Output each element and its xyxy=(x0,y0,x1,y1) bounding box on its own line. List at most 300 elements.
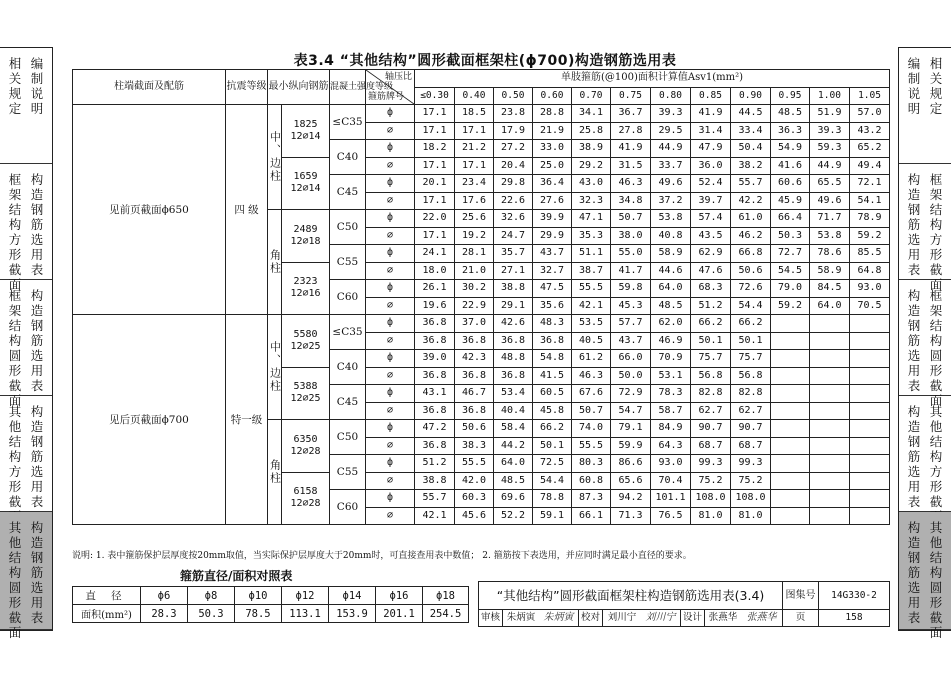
atlas-number: 14G330-2 xyxy=(819,582,889,610)
value-cell: 29.5 xyxy=(651,122,691,140)
value-cell: 38.0 xyxy=(611,227,651,245)
value-cell: 36.8 xyxy=(455,367,494,385)
rebar-bars: 12⌀25 xyxy=(290,340,321,352)
value-cell: 36.8 xyxy=(533,332,572,350)
value-cell: 50.4 xyxy=(731,140,771,158)
header-concrete: 混凝土强度等级 xyxy=(330,70,366,105)
value-cell: 49.6 xyxy=(651,175,691,193)
header-grade: 抗震等级 xyxy=(226,70,268,105)
rebar-bars: 12⌀28 xyxy=(290,498,321,510)
value-cell: 40.4 xyxy=(494,402,533,420)
value-cell: 38.3 xyxy=(455,437,494,455)
value-cell: 75.2 xyxy=(691,472,731,490)
diameter-cell: ϕ16 xyxy=(376,587,423,605)
right-tab-5-line2: 其他结构圆形截面 xyxy=(929,520,943,640)
value-cell: 55.7 xyxy=(731,175,771,193)
value-cell: 24.7 xyxy=(494,227,533,245)
value-cell: 35.6 xyxy=(533,297,572,315)
left-tab-5[interactable] xyxy=(0,512,52,640)
grade-cell: 特一级 xyxy=(226,315,268,525)
value-cell: 42.6 xyxy=(494,315,533,333)
value-cell: 85.5 xyxy=(850,245,890,263)
value-cell: 46.7 xyxy=(455,385,494,403)
value-cell: 36.0 xyxy=(691,157,731,175)
right-tab-2-line2: 框架结构方形截面 xyxy=(929,172,943,292)
value-cell: 58.4 xyxy=(494,420,533,438)
value-cell: 22.0 xyxy=(415,210,455,228)
ratio-header: 0.90 xyxy=(731,87,771,105)
value-cell xyxy=(850,420,890,438)
left-tab-2[interactable] xyxy=(0,164,52,292)
value-cell: 37.0 xyxy=(455,315,494,333)
value-cell: 29.1 xyxy=(494,297,533,315)
value-cell: 72.1 xyxy=(850,175,890,193)
title-block xyxy=(478,581,890,627)
stirrup-type-cell: ф xyxy=(366,315,415,333)
rebar-bars: 12⌀14 xyxy=(290,183,321,195)
stirrup-type-cell: ф xyxy=(366,490,415,508)
rebar-bars: 12⌀14 xyxy=(290,130,321,142)
value-cell xyxy=(771,455,810,473)
value-cell xyxy=(850,332,890,350)
stirrup-type-cell: ⌀ xyxy=(366,472,415,490)
value-cell: 54.7 xyxy=(611,402,651,420)
stirrup-type-cell: ф xyxy=(366,280,415,298)
value-cell: 68.7 xyxy=(731,437,771,455)
right-tab-3[interactable] xyxy=(899,280,951,408)
area-cell: 28.3 xyxy=(141,605,188,623)
position-label: 中、边柱 xyxy=(268,341,282,393)
stirrup-type-cell: ⌀ xyxy=(366,227,415,245)
area-label: 面积(mm²) xyxy=(73,605,141,623)
value-cell: 38.8 xyxy=(415,472,455,490)
value-cell: 36.8 xyxy=(494,367,533,385)
value-cell: 46.3 xyxy=(611,175,651,193)
value-cell: 17.1 xyxy=(455,122,494,140)
right-tab-5-line1: 构造钢筋选用表 xyxy=(907,520,921,625)
right-tab-4-line1: 构造钢筋选用表 xyxy=(907,404,921,509)
value-cell: 39.9 xyxy=(533,210,572,228)
value-cell xyxy=(810,402,850,420)
value-cell xyxy=(810,455,850,473)
value-cell: 69.6 xyxy=(494,490,533,508)
value-cell: 37.2 xyxy=(651,192,691,210)
header-ratio-stirrup xyxy=(366,70,415,105)
value-cell: 64.3 xyxy=(651,437,691,455)
value-cell: 17.1 xyxy=(415,157,455,175)
value-cell: 61.2 xyxy=(572,350,611,368)
value-cell xyxy=(810,420,850,438)
value-cell: 56.8 xyxy=(731,367,771,385)
ratio-header: 0.95 xyxy=(771,87,810,105)
header-ratio: 轴压比 xyxy=(384,72,412,82)
signature-row xyxy=(479,610,889,626)
value-cell xyxy=(771,315,810,333)
left-tab-1[interactable] xyxy=(0,48,52,164)
value-cell: 82.8 xyxy=(731,385,771,403)
value-cell: 27.8 xyxy=(611,122,651,140)
value-cell: 66.2 xyxy=(691,315,731,333)
value-cell: 36.8 xyxy=(455,402,494,420)
value-cell: 44.6 xyxy=(651,262,691,280)
table-row xyxy=(73,105,890,123)
rebar-area: 6158 xyxy=(293,486,318,498)
value-cell xyxy=(850,385,890,403)
diameter-cell: ϕ6 xyxy=(141,587,188,605)
ratio-header: 0.50 xyxy=(494,87,533,105)
stirrup-type-cell: ф xyxy=(366,455,415,473)
value-cell: 80.3 xyxy=(572,455,611,473)
right-tab-strip xyxy=(898,47,951,640)
value-cell xyxy=(850,472,890,490)
value-cell: 62.7 xyxy=(691,402,731,420)
concrete-cell: C50 xyxy=(330,210,366,245)
rebar-bars: 12⌀18 xyxy=(290,235,321,247)
value-cell: 28.1 xyxy=(455,245,494,263)
checker-name: 刘川宁 xyxy=(607,612,637,623)
checker-signature: 刘川宁 xyxy=(641,610,681,626)
value-cell: 41.6 xyxy=(771,157,810,175)
value-cell xyxy=(850,437,890,455)
value-cell: 57.0 xyxy=(850,105,890,123)
rebar-area: 2323 xyxy=(293,276,318,288)
value-cell: 54.5 xyxy=(771,262,810,280)
value-cell: 39.3 xyxy=(651,105,691,123)
value-cell: 54.9 xyxy=(771,140,810,158)
diameter-cell: ϕ12 xyxy=(282,587,329,605)
atlas-label: 图集号 xyxy=(783,582,819,610)
diameter-cell: ϕ8 xyxy=(188,587,235,605)
value-cell: 47.9 xyxy=(691,140,731,158)
ratio-header: 0.60 xyxy=(533,87,572,105)
notes: 说明: 1. 表中箍筋保护层厚度按20mm取值，当实际保护层厚度大于20mm时，可直接查用表中数值； 2. 箍筋按下表选用，并应同时满足最小直径的要求。 xyxy=(72,551,692,561)
value-cell xyxy=(771,437,810,455)
value-cell: 41.9 xyxy=(611,140,651,158)
value-cell: 58.9 xyxy=(651,245,691,263)
value-cell: 52.4 xyxy=(691,175,731,193)
value-cell: 67.6 xyxy=(572,385,611,403)
value-cell: 71.7 xyxy=(810,210,850,228)
stirrup-type-cell: ⌀ xyxy=(366,402,415,420)
value-cell: 23.4 xyxy=(455,175,494,193)
value-cell: 76.5 xyxy=(651,507,691,525)
value-cell: 39.7 xyxy=(691,192,731,210)
value-cell: 79.0 xyxy=(771,280,810,298)
value-cell: 43.2 xyxy=(850,122,890,140)
rebar-selection-table xyxy=(72,69,890,525)
value-cell: 74.0 xyxy=(572,420,611,438)
value-cell: 66.4 xyxy=(771,210,810,228)
header-stirrup-value: 单肢箍筋(@100)面积计算值Asv1(mm²) xyxy=(415,70,890,88)
value-cell: 41.9 xyxy=(691,105,731,123)
value-cell: 42.2 xyxy=(731,192,771,210)
value-cell xyxy=(771,402,810,420)
value-cell: 36.8 xyxy=(455,332,494,350)
left-tab-4-line1: 其他结构方形截 xyxy=(8,404,22,509)
left-tab-3-line1: 框架结构圆形截面 xyxy=(8,288,22,408)
value-cell: 38.7 xyxy=(572,262,611,280)
header-section: 柱端截面及配筋 xyxy=(73,70,226,105)
value-cell: 78.8 xyxy=(533,490,572,508)
value-cell: 64.8 xyxy=(850,262,890,280)
min-rebar-cell xyxy=(282,262,330,315)
value-cell: 32.3 xyxy=(572,192,611,210)
right-tab-1-line2: 相关规定 xyxy=(929,56,943,116)
value-cell: 45.3 xyxy=(611,297,651,315)
value-cell: 22.6 xyxy=(494,192,533,210)
rebar-area: 6350 xyxy=(293,433,318,445)
value-cell: 75.2 xyxy=(731,472,771,490)
value-cell: 43.0 xyxy=(572,175,611,193)
right-tab-1[interactable] xyxy=(899,48,951,164)
value-cell: 65.6 xyxy=(611,472,651,490)
value-cell: 41.7 xyxy=(611,262,651,280)
value-cell: 35.7 xyxy=(494,245,533,263)
value-cell: 108.0 xyxy=(691,490,731,508)
value-cell: 94.2 xyxy=(611,490,651,508)
left-tab-5-line2: 构造钢筋选用表 xyxy=(30,520,44,625)
value-cell: 72.9 xyxy=(611,385,651,403)
value-cell: 68.3 xyxy=(691,280,731,298)
value-cell: 43.1 xyxy=(415,385,455,403)
value-cell: 90.7 xyxy=(691,420,731,438)
min-rebar-cell xyxy=(282,157,330,210)
value-cell: 53.4 xyxy=(494,385,533,403)
value-cell: 99.3 xyxy=(691,455,731,473)
value-cell: 75.7 xyxy=(731,350,771,368)
position-cell xyxy=(268,420,282,525)
rebar-bars: 12⌀25 xyxy=(290,393,321,405)
value-cell xyxy=(771,420,810,438)
ratio-header: 1.05 xyxy=(850,87,890,105)
value-cell: 32.7 xyxy=(533,262,572,280)
value-cell xyxy=(810,507,850,525)
value-cell: 17.1 xyxy=(455,157,494,175)
value-cell: 70.9 xyxy=(651,350,691,368)
diameter-label: 直 径 xyxy=(73,587,141,605)
concrete-cell: ≤C35 xyxy=(330,105,366,140)
page-label: 页 xyxy=(783,610,819,626)
value-cell: 86.6 xyxy=(611,455,651,473)
ratio-header: 0.75 xyxy=(611,87,651,105)
value-cell: 81.0 xyxy=(731,507,771,525)
value-cell: 36.8 xyxy=(494,332,533,350)
value-cell: 93.0 xyxy=(850,280,890,298)
value-cell: 84.9 xyxy=(651,420,691,438)
value-cell: 51.9 xyxy=(810,105,850,123)
value-cell: 34.8 xyxy=(611,192,651,210)
value-cell xyxy=(771,385,810,403)
value-cell: 64.0 xyxy=(651,280,691,298)
value-cell: 43.5 xyxy=(691,227,731,245)
value-cell: 64.0 xyxy=(810,297,850,315)
right-tab-5[interactable] xyxy=(899,512,951,640)
value-cell: 18.2 xyxy=(415,140,455,158)
value-cell: 36.8 xyxy=(415,367,455,385)
value-cell: 72.6 xyxy=(731,280,771,298)
value-cell: 33.0 xyxy=(533,140,572,158)
value-cell xyxy=(850,315,890,333)
value-cell: 21.2 xyxy=(455,140,494,158)
value-cell: 47.5 xyxy=(533,280,572,298)
value-cell: 65.2 xyxy=(850,140,890,158)
value-cell: 51.2 xyxy=(691,297,731,315)
value-cell: 32.6 xyxy=(494,210,533,228)
value-cell: 35.3 xyxy=(572,227,611,245)
value-cell xyxy=(850,402,890,420)
stirrup-type-cell: ф xyxy=(366,245,415,263)
value-cell: 47.2 xyxy=(415,420,455,438)
designer-name: 张燕华 xyxy=(708,612,738,623)
value-cell: 49.6 xyxy=(810,192,850,210)
value-cell: 46.9 xyxy=(651,332,691,350)
value-cell: 54.4 xyxy=(533,472,572,490)
value-cell: 55.5 xyxy=(572,280,611,298)
stirrup-type-cell: ⌀ xyxy=(366,192,415,210)
stirrup-type-cell: ⌀ xyxy=(366,262,415,280)
left-tab-2-line1: 框架结构方形截面 xyxy=(8,172,22,292)
table-title: 表3.4 “其他结构”圆形截面框架柱(ϕ700)构造钢筋选用表 xyxy=(293,53,677,69)
value-cell: 54.8 xyxy=(533,350,572,368)
value-cell: 60.3 xyxy=(455,490,494,508)
left-tab-3[interactable] xyxy=(0,280,52,408)
left-tab-strip xyxy=(0,47,53,640)
left-tab-3-line2: 构造钢筋选用表 xyxy=(30,288,44,393)
value-cell: 52.2 xyxy=(494,507,533,525)
concrete-cell: C55 xyxy=(330,455,366,490)
value-cell: 48.8 xyxy=(494,350,533,368)
value-cell: 47.1 xyxy=(572,210,611,228)
value-cell: 108.0 xyxy=(731,490,771,508)
value-cell: 59.8 xyxy=(611,280,651,298)
table-row xyxy=(73,315,890,333)
value-cell: 56.8 xyxy=(691,367,731,385)
value-cell: 43.7 xyxy=(533,245,572,263)
value-cell: 66.1 xyxy=(572,507,611,525)
right-tab-3-line2: 框架结构圆形截面 xyxy=(929,288,943,408)
stirrup-type-cell: ⌀ xyxy=(366,367,415,385)
value-cell: 40.8 xyxy=(651,227,691,245)
position-cell xyxy=(268,105,282,210)
value-cell: 55.5 xyxy=(455,455,494,473)
concrete-cell: C45 xyxy=(330,175,366,210)
header-stirrup: 箍筋牌号 xyxy=(368,92,405,102)
value-cell: 28.8 xyxy=(533,105,572,123)
area-cell: 254.5 xyxy=(423,605,469,623)
stirrup-type-cell: ⌀ xyxy=(366,437,415,455)
value-cell xyxy=(850,490,890,508)
value-cell: 58.9 xyxy=(810,262,850,280)
value-cell: 44.9 xyxy=(651,140,691,158)
value-cell: 70.5 xyxy=(850,297,890,315)
value-cell: 44.9 xyxy=(810,157,850,175)
value-cell: 71.3 xyxy=(611,507,651,525)
value-cell: 55.5 xyxy=(572,437,611,455)
value-cell: 59.2 xyxy=(771,297,810,315)
right-tab-4[interactable] xyxy=(899,396,951,512)
value-cell: 51.1 xyxy=(572,245,611,263)
position-label: 中、边柱 xyxy=(268,131,282,183)
value-cell: 38.8 xyxy=(494,280,533,298)
value-cell: 50.3 xyxy=(771,227,810,245)
value-cell: 50.6 xyxy=(455,420,494,438)
stirrup-type-cell: ф xyxy=(366,175,415,193)
reviewer-name: 朱炳寅 xyxy=(506,612,536,623)
value-cell xyxy=(771,367,810,385)
drawing-title: “其他结构”圆形截面框架柱构造钢筋选用表(3.4) xyxy=(479,582,783,610)
value-cell: 36.8 xyxy=(415,437,455,455)
value-cell: 39.3 xyxy=(810,122,850,140)
value-cell: 57.7 xyxy=(611,315,651,333)
value-cell: 62.0 xyxy=(651,315,691,333)
value-cell xyxy=(810,315,850,333)
value-cell: 36.3 xyxy=(771,122,810,140)
value-cell: 19.2 xyxy=(455,227,494,245)
value-cell: 18.0 xyxy=(415,262,455,280)
value-cell: 78.6 xyxy=(810,245,850,263)
value-cell: 39.0 xyxy=(415,350,455,368)
value-cell xyxy=(810,472,850,490)
value-cell: 59.2 xyxy=(850,227,890,245)
right-tab-2-line1: 构造钢筋选用表 xyxy=(907,172,921,277)
value-cell: 84.5 xyxy=(810,280,850,298)
min-rebar-cell xyxy=(282,105,330,158)
value-cell xyxy=(771,490,810,508)
value-cell: 54.4 xyxy=(731,297,771,315)
value-cell xyxy=(771,332,810,350)
design-label: 设计 xyxy=(681,610,705,626)
right-tab-2[interactable] xyxy=(899,164,951,292)
stirrup-type-cell: ф xyxy=(366,385,415,403)
value-cell: 82.8 xyxy=(691,385,731,403)
value-cell xyxy=(810,332,850,350)
value-cell: 101.1 xyxy=(651,490,691,508)
stirrup-type-cell: ф xyxy=(366,210,415,228)
value-cell: 60.5 xyxy=(533,385,572,403)
concrete-cell: ≤C35 xyxy=(330,315,366,350)
concrete-cell: C50 xyxy=(330,420,366,455)
value-cell: 53.8 xyxy=(651,210,691,228)
designer-signature: 张燕华 xyxy=(741,610,783,626)
value-cell: 17.1 xyxy=(415,105,455,123)
left-tab-4[interactable] xyxy=(0,396,52,512)
min-rebar-cell xyxy=(282,420,330,473)
value-cell: 65.5 xyxy=(810,175,850,193)
value-cell: 17.1 xyxy=(415,227,455,245)
value-cell: 27.6 xyxy=(533,192,572,210)
ratio-header: 0.85 xyxy=(691,87,731,105)
value-cell: 36.7 xyxy=(611,105,651,123)
ratio-header: 1.00 xyxy=(810,87,850,105)
value-cell: 31.5 xyxy=(611,157,651,175)
value-cell: 40.5 xyxy=(572,332,611,350)
left-tab-1-line2: 编制说明 xyxy=(30,56,44,116)
value-cell: 66.0 xyxy=(611,350,651,368)
value-cell: 93.0 xyxy=(651,455,691,473)
value-cell: 50.6 xyxy=(731,262,771,280)
value-cell: 27.2 xyxy=(494,140,533,158)
value-cell: 66.8 xyxy=(731,245,771,263)
value-cell: 36.8 xyxy=(415,332,455,350)
value-cell: 29.2 xyxy=(572,157,611,175)
position-cell xyxy=(268,315,282,420)
value-cell: 31.4 xyxy=(691,122,731,140)
reviewer-signature: 朱炳寅 xyxy=(539,610,579,626)
value-cell: 66.2 xyxy=(533,420,572,438)
value-cell: 48.5 xyxy=(771,105,810,123)
stirrup-type-cell: ф xyxy=(366,105,415,123)
value-cell: 33.4 xyxy=(731,122,771,140)
